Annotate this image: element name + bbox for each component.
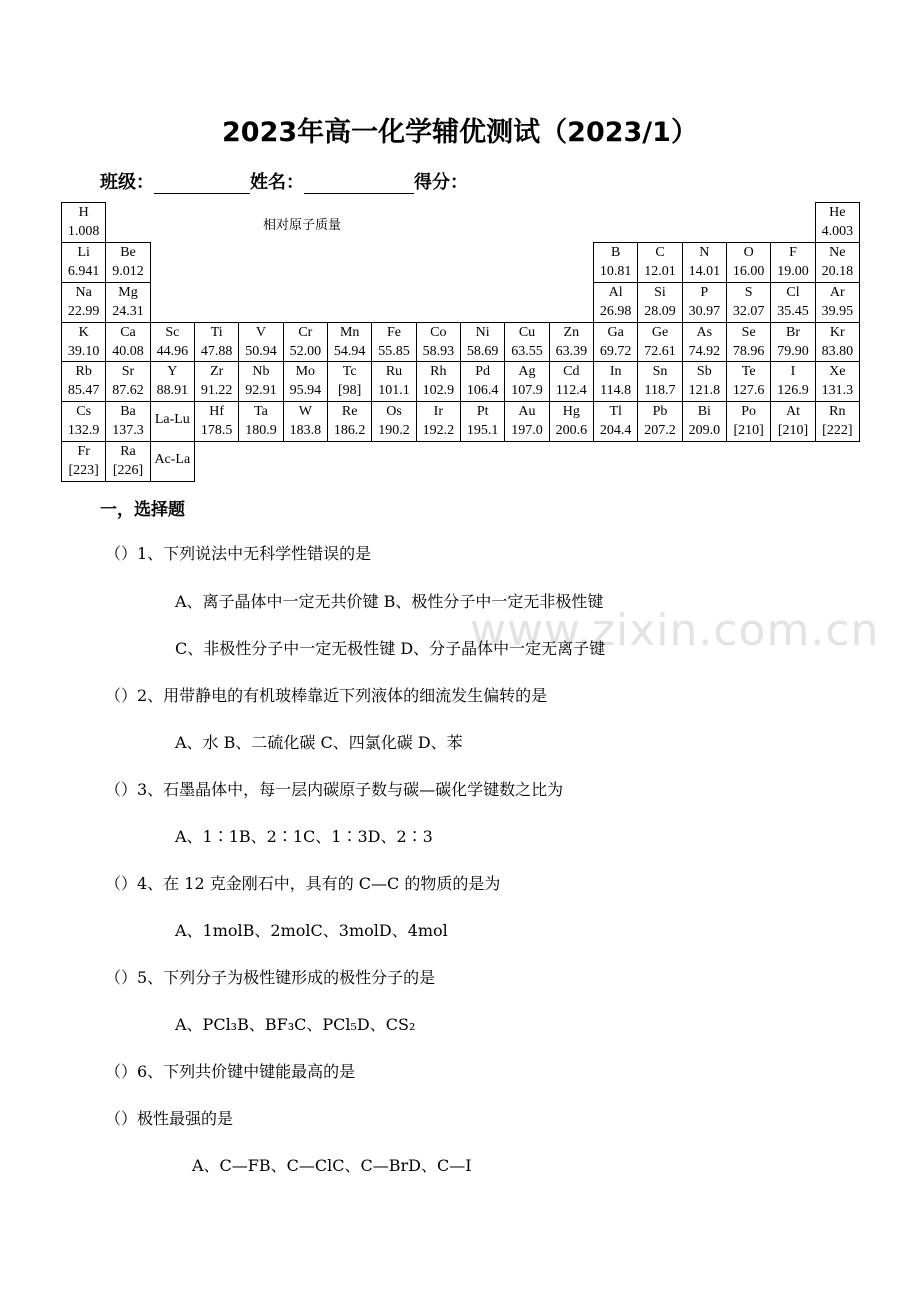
element-mass: 204.4 [599, 423, 632, 439]
element-mass: 106.4 [466, 383, 499, 399]
element-cell-f [770, 242, 815, 283]
element-mass: [222] [822, 423, 853, 439]
element-cell-rh [416, 361, 461, 402]
element-symbol: Ga [607, 324, 624, 340]
element-cell-li [61, 242, 106, 283]
element-cell-at [770, 401, 815, 442]
element-symbol: O [743, 244, 754, 260]
element-mass: [223] [68, 463, 99, 479]
element-mass: 131.3 [821, 383, 854, 399]
element-mass: [210] [733, 423, 764, 439]
element-cell-cr [283, 322, 328, 363]
element-symbol: Sc [165, 324, 180, 340]
element-cell-fe [371, 322, 416, 363]
element-cell-p [682, 282, 727, 323]
element-mass: 121.8 [688, 383, 721, 399]
element-mass: 52.00 [289, 343, 322, 359]
element-cell-pd [460, 361, 505, 402]
question-6b: （）极性最强的是 [105, 1109, 234, 1128]
element-mass: 50.94 [245, 343, 277, 359]
element-cell-he [815, 202, 860, 243]
element-symbol: I [790, 364, 796, 380]
element-symbol: Te [741, 364, 756, 380]
element-symbol: Li [77, 244, 90, 260]
element-symbol: Sn [652, 364, 668, 380]
element-symbol: Cr [298, 324, 313, 340]
element-mass: 190.2 [378, 423, 410, 439]
element-symbol: Cd [563, 364, 580, 380]
element-mass: 87.62 [112, 383, 144, 399]
element-mass: 9.012 [112, 263, 144, 279]
element-symbol: At [785, 404, 800, 420]
question-5-options: A、PCl₃B、BF₃C、PCl₅D、CS₂ [175, 1015, 416, 1034]
element-mass: 209.0 [688, 423, 721, 439]
element-symbol: Po [741, 404, 757, 420]
element-mass: 30.97 [688, 303, 721, 319]
element-mass: 74.92 [688, 343, 721, 359]
element-cell-al [593, 282, 638, 323]
element-cell-nb [238, 361, 283, 402]
element-cell-au [504, 401, 549, 442]
element-symbol: Nb [252, 364, 270, 380]
element-symbol: Mg [118, 284, 138, 300]
element-symbol: Ni [475, 324, 490, 340]
element-symbol: Pb [652, 404, 668, 420]
question-3-options: A、1∶1B、2∶1C、1∶3D、2∶3 [175, 827, 433, 846]
element-symbol: Ge [651, 324, 669, 340]
element-cell-na [61, 282, 106, 323]
element-mass: 40.08 [112, 343, 144, 359]
question-6: （）6、下列共价键中键能最高的是 [105, 1062, 356, 1081]
element-symbol: Se [741, 324, 756, 340]
element-mass: 114.8 [600, 383, 632, 399]
element-symbol: Zn [563, 324, 580, 340]
element-cell-cu [504, 322, 549, 363]
question-3: （）3、石墨晶体中，每一层内碳原子数与碳—碳化学键数之比为 [105, 780, 564, 799]
element-cell-mo [283, 361, 328, 402]
element-mass: 127.6 [732, 383, 765, 399]
element-symbol: Ag [518, 364, 536, 380]
element-symbol: Re [341, 404, 358, 420]
question-1: （）1、下列说法中无科学性错误的是 [105, 544, 372, 563]
element-mass: 107.9 [511, 383, 543, 399]
element-symbol: He [829, 205, 846, 220]
element-mass: 28.09 [644, 303, 676, 319]
element-symbol: Ra [120, 444, 136, 460]
element-cell-rn [815, 401, 860, 442]
element-mass: 24.31 [112, 303, 144, 319]
element-symbol: Sr [121, 364, 135, 380]
element-mass: 12.01 [644, 263, 676, 279]
element-cell-s [726, 282, 771, 323]
element-symbol: B [610, 244, 621, 260]
element-symbol: Kr [829, 324, 845, 340]
element-cell-h [61, 202, 106, 243]
element-mass: 195.1 [466, 423, 499, 439]
element-symbol: Y [167, 364, 178, 380]
element-symbol: Pt [476, 404, 489, 420]
element-cell-la-lu [150, 401, 195, 442]
element-cell-br [770, 322, 815, 363]
element-cell-mn [327, 322, 372, 363]
element-cell-w [283, 401, 328, 442]
element-mass: 112.4 [555, 383, 587, 399]
element-cell-hg [549, 401, 594, 442]
element-cell-ni [460, 322, 505, 363]
element-mass: 85.47 [67, 383, 100, 399]
element-mass: [210] [777, 423, 809, 439]
element-symbol: La-Lu [154, 412, 190, 428]
element-mass: 183.8 [289, 423, 322, 439]
section-title: 一，选择题 [100, 500, 185, 520]
question-6-options: A、C—FB、C—ClC、C—BrD、C—I [192, 1156, 472, 1175]
element-symbol: Ru [385, 364, 403, 380]
element-symbol: Si [654, 284, 666, 300]
element-symbol: Hf [209, 404, 225, 420]
element-mass: 78.96 [732, 343, 765, 359]
element-cell-sn [637, 361, 682, 402]
periodic-table-label: 相对原子质量 [263, 218, 342, 233]
element-cell-v [238, 322, 283, 363]
element-mass: 1.008 [67, 224, 100, 239]
element-mass: 16.00 [732, 263, 765, 279]
element-mass: 54.94 [333, 343, 366, 359]
element-cell-co [416, 322, 461, 363]
name-label: 姓名： [250, 172, 304, 193]
element-mass: 178.5 [200, 423, 233, 439]
element-cell-c [637, 242, 682, 283]
element-cell-os [371, 401, 416, 442]
element-mass: 91.22 [200, 383, 233, 399]
question-2: （）2、用带静电的有机玻棒靠近下列液体的细流发生偏转的是 [105, 686, 548, 705]
element-mass: 83.80 [821, 343, 854, 359]
name-blank [304, 175, 414, 194]
element-cell-hf [194, 401, 239, 442]
element-cell-sr [105, 361, 150, 402]
element-mass: 55.85 [378, 343, 410, 359]
element-cell-re [327, 401, 372, 442]
element-symbol: Fr [77, 444, 90, 460]
element-cell-n [682, 242, 727, 283]
element-symbol: In [609, 364, 622, 380]
element-symbol: Ba [120, 404, 136, 420]
question-2-options: A、水 B、二硫化碳 C、四氯化碳 D、苯 [175, 733, 463, 752]
element-symbol: Rn [829, 404, 846, 420]
element-cell-te [726, 361, 771, 402]
element-symbol: Mo [295, 364, 316, 380]
element-symbol: Fe [386, 324, 401, 340]
element-mass: 35.45 [777, 303, 809, 319]
student-info-line [100, 168, 468, 194]
element-symbol: S [744, 284, 753, 300]
element-cell-ag [504, 361, 549, 402]
element-symbol: Au [518, 404, 536, 420]
element-mass: 26.98 [599, 303, 632, 319]
element-cell-b [593, 242, 638, 283]
class-label: 班级： [100, 172, 154, 193]
element-cell-tc [327, 361, 372, 402]
element-cell-tl [593, 401, 638, 442]
element-cell-sc [150, 322, 195, 363]
question-4-options: A、1molB、2molC、3molD、4mol [175, 921, 448, 940]
element-mass: 6.941 [67, 263, 100, 279]
element-mass: 63.39 [555, 343, 588, 359]
element-mass: 92.91 [245, 383, 277, 399]
element-symbol: Rb [75, 364, 92, 380]
element-cell-ca [105, 322, 150, 363]
element-mass: 137.3 [112, 423, 144, 439]
element-mass: 63.55 [511, 343, 543, 359]
element-cell-ta [238, 401, 283, 442]
element-mass: 192.2 [422, 423, 455, 439]
element-symbol: Pd [475, 364, 491, 380]
element-symbol: Mn [339, 324, 360, 340]
watermark: www.zixin.com.cn [470, 605, 880, 656]
element-symbol: V [255, 324, 267, 340]
page-title: 2023年高一化学辅优测试（2023/1） [222, 117, 698, 148]
element-cell-ge [637, 322, 682, 363]
element-cell-y [150, 361, 195, 402]
element-cell-mg [105, 282, 150, 323]
question-5: （）5、下列分子为极性键形成的极性分子的是 [105, 968, 436, 987]
element-cell-k [61, 322, 106, 363]
element-symbol: Os [386, 404, 402, 420]
element-cell-ti [194, 322, 239, 363]
question-4: （）4、在 12 克金刚石中，具有的 C—C 的物质的是为 [105, 874, 501, 893]
element-mass: 47.88 [200, 343, 233, 359]
element-cell-xe [815, 361, 860, 402]
element-cell-ga [593, 322, 638, 363]
element-symbol: Cs [76, 404, 92, 420]
element-cell-fr [61, 441, 106, 482]
element-mass: 95.94 [289, 383, 322, 399]
element-symbol: Be [120, 244, 136, 260]
element-symbol: W [298, 404, 312, 420]
element-mass: 69.72 [599, 343, 632, 359]
element-cell-zr [194, 361, 239, 402]
element-mass: 132.9 [67, 423, 100, 439]
element-mass: 102.9 [422, 383, 455, 399]
element-mass: 32.07 [732, 303, 765, 319]
element-cell-ru [371, 361, 416, 402]
element-cell-ar [815, 282, 860, 323]
element-symbol: Ac-La [154, 452, 191, 468]
element-cell-cd [549, 361, 594, 402]
element-cell-rb [61, 361, 106, 402]
element-symbol: Ta [254, 404, 268, 420]
element-mass: 118.7 [644, 383, 676, 399]
element-symbol: Ca [120, 324, 136, 340]
element-mass: 22.99 [67, 303, 100, 319]
element-mass: 39.95 [821, 303, 854, 319]
element-mass: 101.1 [378, 383, 410, 399]
element-symbol: Ti [210, 324, 223, 340]
element-cell-as [682, 322, 727, 363]
element-symbol: Tl [609, 404, 622, 420]
element-mass: 88.91 [156, 383, 189, 399]
element-symbol: Ne [829, 244, 846, 260]
element-cell-si [637, 282, 682, 323]
element-mass: 207.2 [644, 423, 676, 439]
element-cell-cl [770, 282, 815, 323]
element-cell-ra [105, 441, 150, 482]
element-symbol: Rh [430, 364, 447, 380]
element-symbol: Sb [696, 364, 712, 380]
element-symbol: Na [75, 284, 92, 300]
question-1-options-cd: C、非极性分子中一定无极性键 D、分子晶体中一定无离子键 [175, 639, 606, 658]
element-cell-ac-la [150, 441, 195, 482]
element-cell-be [105, 242, 150, 283]
element-cell-pt [460, 401, 505, 442]
element-mass: 180.9 [245, 423, 277, 439]
element-symbol: H [78, 205, 89, 220]
element-mass: 10.81 [599, 263, 632, 279]
element-mass: 200.6 [555, 423, 588, 439]
element-symbol: Cu [518, 324, 536, 340]
element-mass: 72.61 [644, 343, 676, 359]
periodic-table [61, 202, 859, 481]
element-symbol: Ar [829, 284, 845, 300]
element-mass: [98] [338, 383, 362, 399]
element-symbol: N [699, 244, 710, 260]
element-cell-ir [416, 401, 461, 442]
element-mass: 19.00 [777, 263, 809, 279]
element-mass: 58.69 [466, 343, 499, 359]
element-cell-se [726, 322, 771, 363]
element-symbol: As [696, 324, 713, 340]
element-mass: 14.01 [688, 263, 721, 279]
element-mass: [226] [112, 463, 144, 479]
score-label: 得分： [414, 172, 468, 193]
element-cell-zn [549, 322, 594, 363]
element-cell-pb [637, 401, 682, 442]
element-mass: 20.18 [821, 263, 854, 279]
element-mass: 197.0 [511, 423, 543, 439]
element-cell-cs [61, 401, 106, 442]
element-cell-ba [105, 401, 150, 442]
element-mass: 126.9 [777, 383, 809, 399]
element-symbol: P [700, 284, 709, 300]
element-symbol: Tc [342, 364, 357, 380]
element-symbol: Br [785, 324, 800, 340]
element-symbol: Ir [433, 404, 443, 420]
element-mass: 44.96 [156, 343, 189, 359]
element-cell-ne [815, 242, 860, 283]
element-symbol: Bi [697, 404, 711, 420]
element-symbol: F [789, 244, 797, 260]
element-mass: 39.10 [67, 343, 100, 359]
element-symbol: Cl [786, 284, 800, 300]
element-cell-o [726, 242, 771, 283]
element-cell-po [726, 401, 771, 442]
element-symbol: Co [430, 324, 447, 340]
element-symbol: Xe [829, 364, 846, 380]
question-1-options-ab: A、离子晶体中一定无共价键 B、极性分子中一定无非极性键 [175, 592, 604, 611]
element-symbol: Hg [562, 404, 580, 420]
element-cell-sb [682, 361, 727, 402]
element-mass: 79.90 [777, 343, 809, 359]
element-symbol: Al [608, 284, 623, 300]
element-mass: 58.93 [422, 343, 455, 359]
element-mass: 186.2 [333, 423, 366, 439]
element-cell-bi [682, 401, 727, 442]
element-cell-i [770, 361, 815, 402]
element-symbol: Zr [210, 364, 224, 380]
class-blank [154, 175, 250, 194]
element-symbol: C [655, 244, 665, 260]
element-symbol: K [78, 324, 89, 340]
element-mass: 4.003 [821, 224, 854, 239]
element-cell-in [593, 361, 638, 402]
element-cell-kr [815, 322, 860, 363]
